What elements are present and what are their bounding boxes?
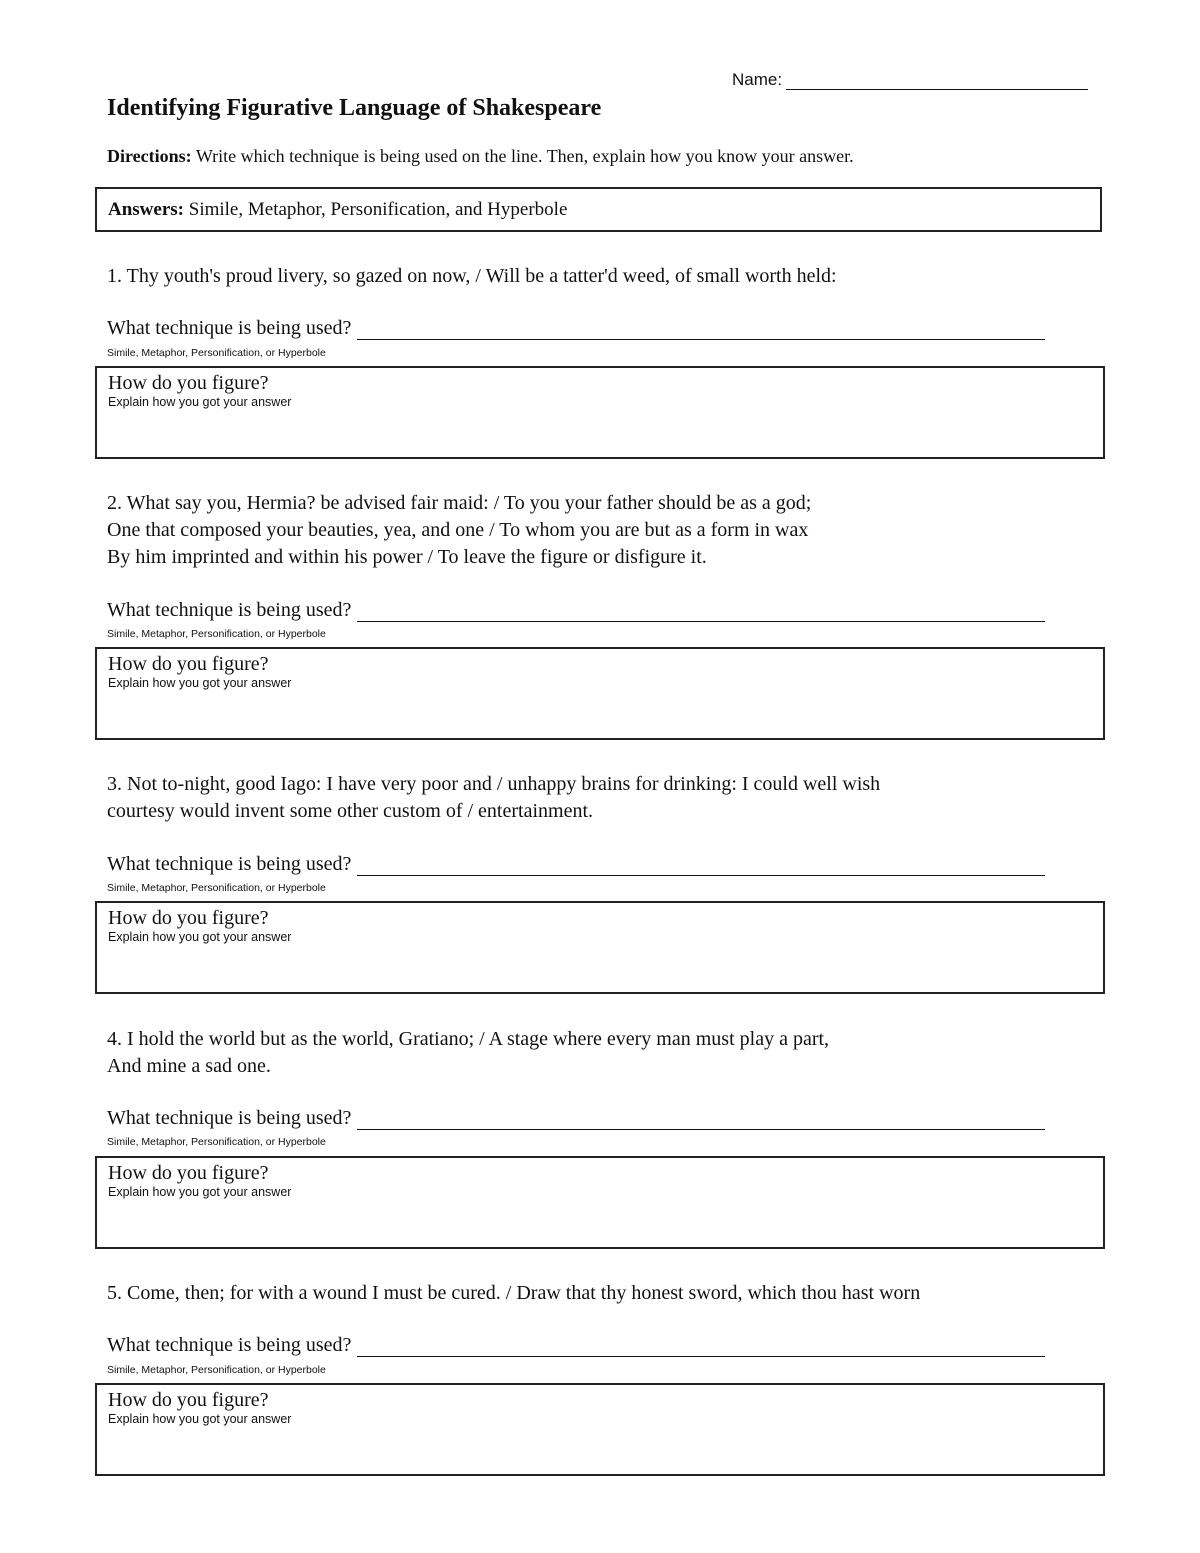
directions [107, 146, 854, 167]
question-5-technique [107, 1334, 1045, 1357]
name-label: Name: [732, 70, 783, 89]
technique-hint: Simile, Metaphor, Personification, or Hyperbole [107, 1364, 326, 1376]
technique-prompt: What technique is being used? [107, 599, 352, 621]
technique-hint: Simile, Metaphor, Personification, or Hyperbole [107, 628, 326, 640]
directions-label: Directions: [107, 146, 192, 166]
figure-sub: Explain how you got your answer [108, 1412, 292, 1426]
directions-text: Write which technique is being used on the line. Then, explain how you know your answer. [191, 146, 854, 166]
figure-sub: Explain how you got your answer [108, 395, 292, 409]
question-1-explain-box[interactable] [95, 366, 1105, 459]
worksheet-title: Identifying Figurative Language of Shakespeare [107, 95, 602, 121]
question-4-technique [107, 1107, 1045, 1130]
question-2-explain-box[interactable] [95, 647, 1105, 740]
figure-label: How do you figure? [108, 1162, 269, 1184]
answers-text: Simile, Metaphor, Personification, and Hyperbole [184, 199, 568, 220]
technique-prompt: What technique is being used? [107, 853, 352, 875]
question-2-technique [107, 599, 1045, 622]
technique-answer-line[interactable] [357, 603, 1045, 622]
name-input-line[interactable] [786, 71, 1088, 90]
technique-hint: Simile, Metaphor, Personification, or Hyperbole [107, 882, 326, 894]
question-3-explain-box[interactable] [95, 901, 1105, 994]
figure-sub: Explain how you got your answer [108, 930, 292, 944]
question-4-explain-box[interactable] [95, 1156, 1105, 1249]
figure-label: How do you figure? [108, 372, 269, 394]
figure-label: How do you figure? [108, 1389, 269, 1411]
question-4-text: 4. I hold the world but as the world, Gratiano; / A stage where every man must play a part, And mine a sad one. [107, 1028, 830, 1077]
question-1-text: 1. Thy youth's proud livery, so gazed on now, / Will be a tatter'd weed, of small worth held: [107, 265, 837, 287]
technique-hint: Simile, Metaphor, Personification, or Hyperbole [107, 347, 326, 359]
question-5-explain-box[interactable] [95, 1383, 1105, 1476]
technique-answer-line[interactable] [357, 1338, 1045, 1357]
figure-sub: Explain how you got your answer [108, 676, 292, 690]
answers-box [95, 187, 1102, 232]
technique-answer-line[interactable] [357, 1111, 1045, 1130]
technique-prompt: What technique is being used? [107, 1334, 352, 1356]
name-field [732, 70, 1088, 90]
technique-answer-line[interactable] [357, 857, 1045, 876]
answers-label: Answers: [108, 199, 184, 220]
question-3-technique [107, 853, 1045, 876]
question-2-text: 2. What say you, Hermia? be advised fair maid: / To you your father should be as a god; One that composed your beauties, yea, and one / To whom you are but as a form in wax By him imprinted and within his power / To leave the figure or disfigure it. [107, 492, 812, 568]
technique-prompt: What technique is being used? [107, 317, 352, 339]
question-3-text: 3. Not to-night, good Iago: I have very poor and / unhappy brains for drinking: I could well wish courtesy would invent some other custom of / entertainment. [107, 773, 881, 822]
question-5-text: 5. Come, then; for with a wound I must be cured. / Draw that thy honest sword, which thou hast worn [107, 1282, 921, 1304]
figure-sub: Explain how you got your answer [108, 1185, 292, 1199]
question-1-technique [107, 317, 1045, 340]
technique-answer-line[interactable] [357, 321, 1045, 340]
technique-hint: Simile, Metaphor, Personification, or Hyperbole [107, 1136, 326, 1148]
figure-label: How do you figure? [108, 907, 269, 929]
technique-prompt: What technique is being used? [107, 1107, 352, 1129]
figure-label: How do you figure? [108, 653, 269, 675]
